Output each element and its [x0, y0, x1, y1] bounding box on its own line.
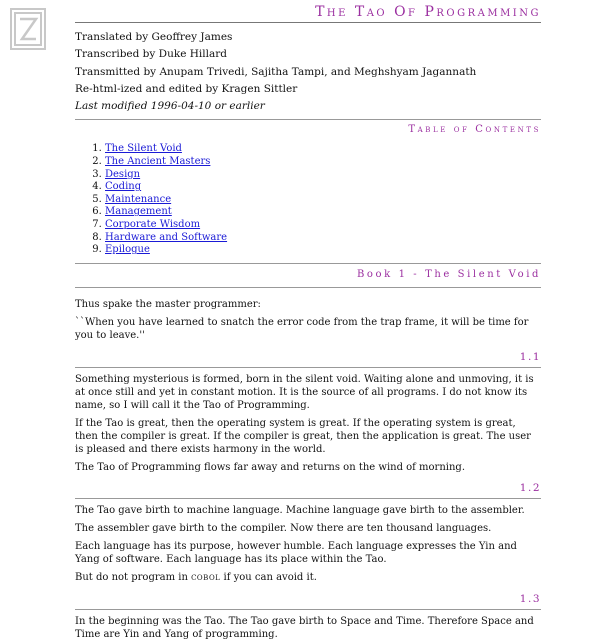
toc-heading: Table of Contents	[408, 124, 541, 136]
toc-link-epilogue[interactable]: Epilogue	[105, 244, 150, 256]
section-1-1-paragraph-1: Something mysterious is formed, born in the silent void. Waiting alone and unmoving, it is at once still and yet in constant motion. It is the source of all programs. I do not know its name, so I will call it the Tao of Programming.	[75, 373, 534, 411]
section-1-1-paragraph-3: The Tao of Programming flows far away and returns on the wind of morning.	[75, 461, 465, 473]
toc-item	[105, 156, 541, 169]
toc-link-silent-void[interactable]: The Silent Void	[105, 143, 182, 155]
toc-link-management[interactable]: Management	[105, 206, 172, 218]
last-modified: Last modified 1996-04-10 or earlier	[75, 100, 265, 113]
toc-link-ancient-masters[interactable]: The Ancient Masters	[105, 156, 211, 168]
book1-heading: Book 1 - The Silent Void	[356, 268, 541, 280]
cobol-word: COBOL	[191, 573, 221, 582]
section-number-1-3: 1.3	[519, 592, 541, 605]
title-divider	[75, 22, 541, 23]
toc-link-maintenance[interactable]: Maintenance	[105, 193, 172, 205]
toc-item	[105, 232, 541, 245]
page-title: The Tao Of Programming	[315, 4, 541, 20]
toc-item	[105, 194, 541, 207]
credit-transcribed: Transcribed by Duke Hillard	[75, 48, 228, 61]
credits-block	[75, 29, 541, 115]
toc-item	[105, 244, 541, 257]
toc-list	[75, 143, 541, 256]
toc-item	[105, 169, 541, 182]
cobol-post-text: if you can avoid it.	[223, 571, 317, 583]
toc-item	[105, 143, 541, 156]
section-divider	[75, 367, 541, 368]
toc-item	[105, 181, 541, 194]
toc-divider	[75, 119, 541, 120]
section-1-3-paragraph-1: In the beginning was the Tao. The Tao gave birth to Space and Time. Therefore Space and Time are Yin and Yang of programming.	[75, 615, 534, 640]
section-1-2-paragraph-2: The assembler gave birth to the compiler. Now there are ten thousand languages.	[75, 522, 492, 534]
credit-rehtml: Re-html-ized and edited by Kragen Sittler	[75, 82, 298, 95]
toc-item	[105, 206, 541, 219]
credit-transmitted: Transmitted by Anupam Trivedi, Sajitha Tampi, and Meghshyam Jagannath	[75, 65, 477, 78]
section-1-2-paragraph-4	[75, 571, 541, 585]
book1-divider	[75, 263, 541, 264]
section-divider	[75, 498, 541, 499]
book1-heading-underline	[75, 287, 541, 288]
book1-intro: Thus spake the master programmer:	[75, 298, 261, 310]
tao-logo-icon	[10, 8, 46, 50]
document-body	[75, 0, 541, 641]
toc-link-corporate-wisdom[interactable]: Corporate Wisdom	[105, 219, 201, 231]
toc-item	[105, 219, 541, 232]
cobol-pre-text: But do not program in	[75, 571, 188, 583]
section-1-2-paragraph-3: Each language has its purpose, however humble. Each language expresses the Yin and Yang of software. Each language has its place within the Tao.	[75, 540, 517, 565]
section-number-1-2: 1.2	[519, 481, 541, 494]
credit-translated: Translated by Geoffrey James	[75, 31, 233, 43]
book1-quote: ``When you have learned to snatch the error code from the trap frame, it will be time for you to leave.''	[75, 316, 529, 341]
section-1-2-paragraph-1: The Tao gave birth to machine language. Machine language gave birth to the assembler.	[75, 504, 525, 516]
section-divider	[75, 609, 541, 610]
toc-link-coding[interactable]: Coding	[105, 181, 142, 193]
toc-link-hardware-software[interactable]: Hardware and Software	[105, 231, 228, 243]
section-1-1-paragraph-2: If the Tao is great, then the operating system is great. If the operating system is great, then the compiler is great. If the compiler is great, then the application is great. The user is pleased and there exists harmony in the world.	[75, 417, 531, 455]
toc-link-design[interactable]: Design	[105, 168, 141, 180]
section-number-1-1: 1.1	[519, 350, 541, 363]
